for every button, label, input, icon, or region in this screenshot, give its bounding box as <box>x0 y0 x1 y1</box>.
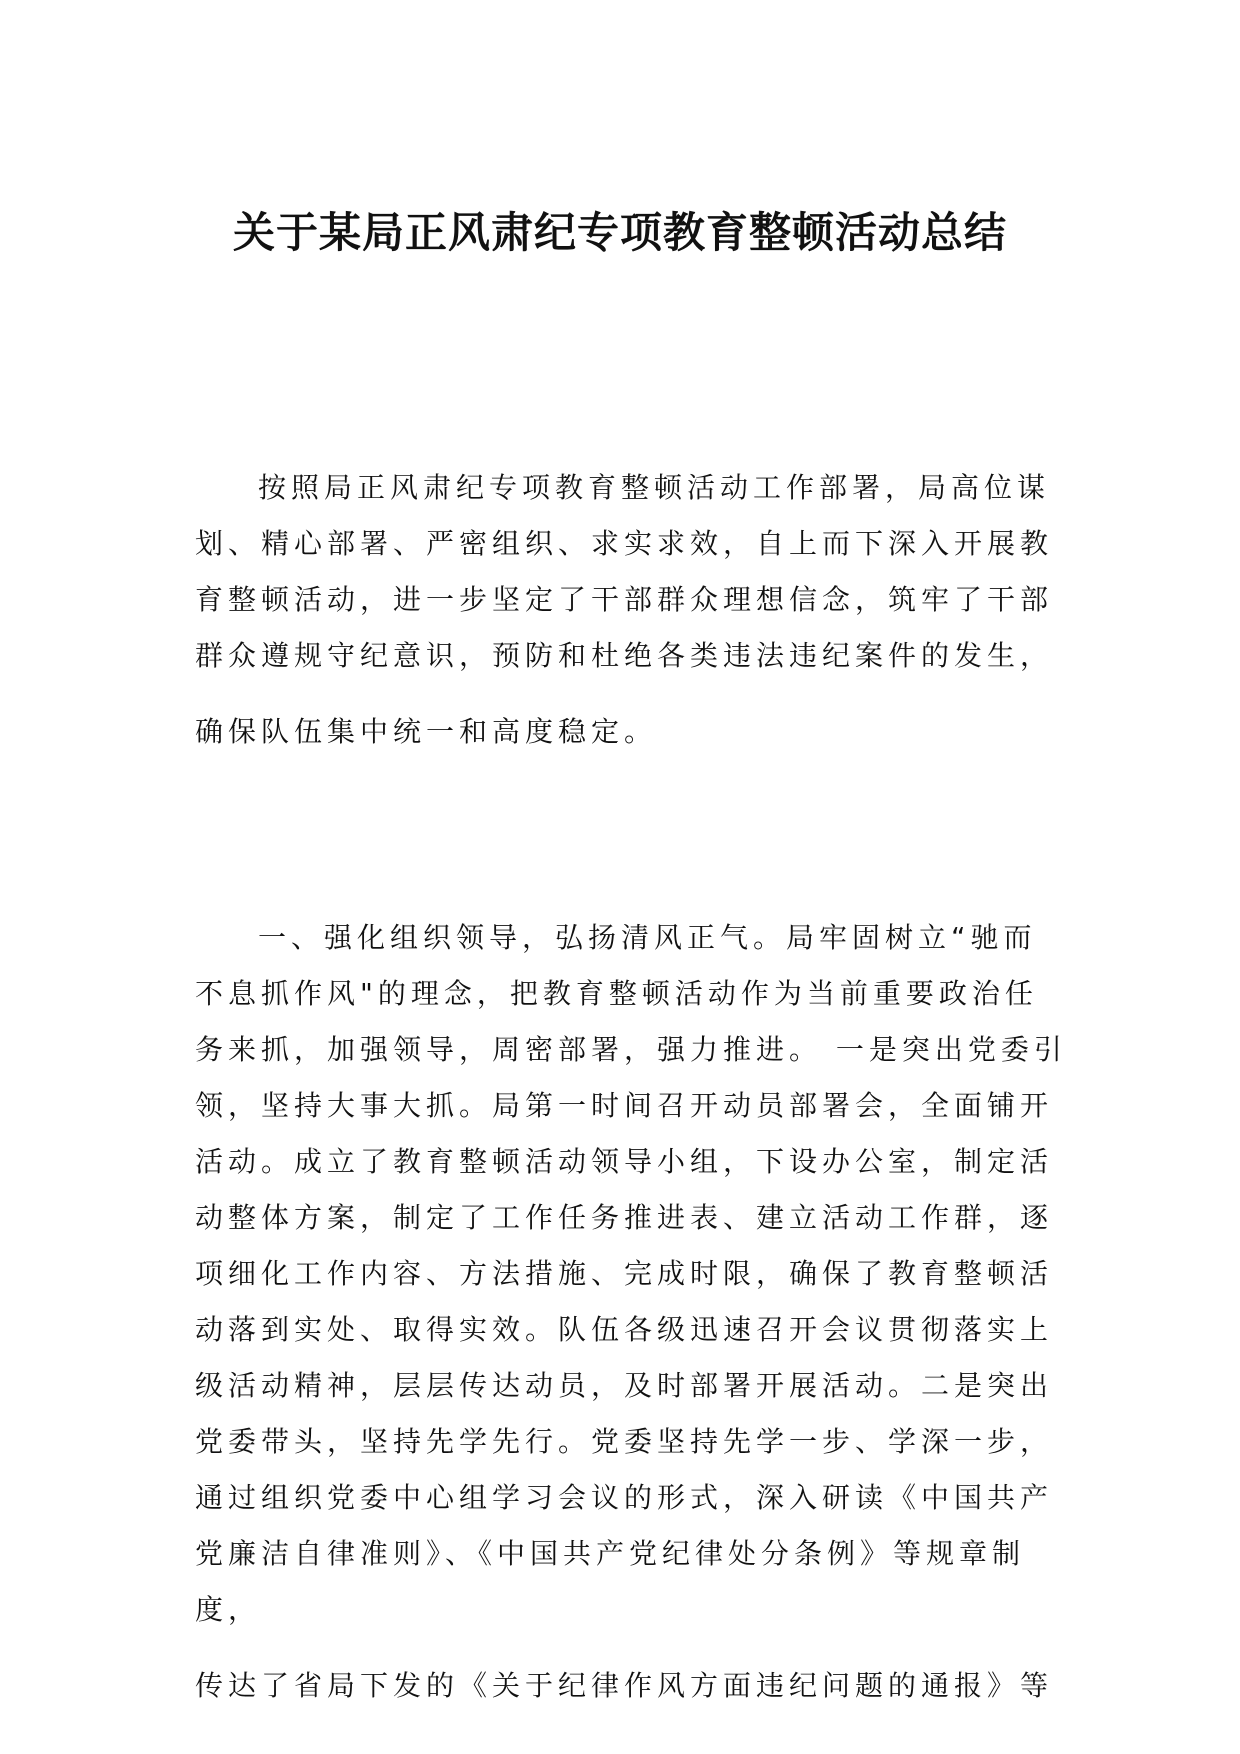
paragraph-line: 育整顿活动，进一步坚定了干部群众理想信念，筑牢了干部 <box>195 583 1054 616</box>
paragraph-line: 不息抓作风"的理念，把教育整顿活动作为当前重要政治任 <box>195 977 1038 1010</box>
paragraph-line: 活动。成立了教育整顿活动领导小组，下设办公室，制定活 <box>195 1145 1054 1178</box>
paragraph-line: 动落到实处、取得实效。队伍各级迅速召开会议贯彻落实上 <box>195 1313 1054 1346</box>
paragraph-line: 划、精心部署、严密组织、求实求效，自上而下深入开展教 <box>195 527 1054 560</box>
paragraph-line: 按照局正风肃纪专项教育整顿活动工作部署，局高位谋 <box>258 471 1051 504</box>
paragraph-line: 度， <box>195 1593 262 1626</box>
document-title: 关于某局正风肃纪专项教育整顿活动总结 <box>232 208 1007 257</box>
paragraph-line: 党委带头，坚持先学先行。党委坚持先学一步、学深一步， <box>195 1425 1054 1458</box>
paragraph-line: 党廉洁自律准则》、《中国共产党纪律处分条例》等规章制 <box>195 1537 1026 1570</box>
section-one-paragraph <box>195 910 1067 1714</box>
paragraph-line: 一、强化组织领导，弘扬清风正气。局牢固树立“驰而 <box>258 921 1037 954</box>
paragraph-line: 务来抓，加强领导，周密部署，强力推进。 一是突出党委引 <box>195 1033 1067 1066</box>
paragraph-line: 传达了省局下发的《关于纪律作风方面违纪问题的通报》等 <box>195 1669 1054 1702</box>
paragraph-line: 级活动精神，层层传达动员，及时部署开展活动。二是突出 <box>195 1369 1054 1402</box>
paragraph-line: 项细化工作内容、方法措施、完成时限，确保了教育整顿活 <box>195 1257 1054 1290</box>
paragraph-line: 动整体方案，制定了工作任务推进表、建立活动工作群，逐 <box>195 1201 1054 1234</box>
intro-paragraph <box>195 460 1055 760</box>
paragraph-line: 群众遵规守纪意识，预防和杜绝各类违法违纪案件的发生， <box>195 639 1054 672</box>
paragraph-line: 通过组织党委中心组学习会议的形式，深入研读《中国共产 <box>195 1481 1054 1514</box>
paragraph-line: 领，坚持大事大抓。局第一时间召开动员部署会，全面铺开 <box>195 1089 1054 1122</box>
paragraph-line: 确保队伍集中统一和高度稳定。 <box>195 715 658 748</box>
